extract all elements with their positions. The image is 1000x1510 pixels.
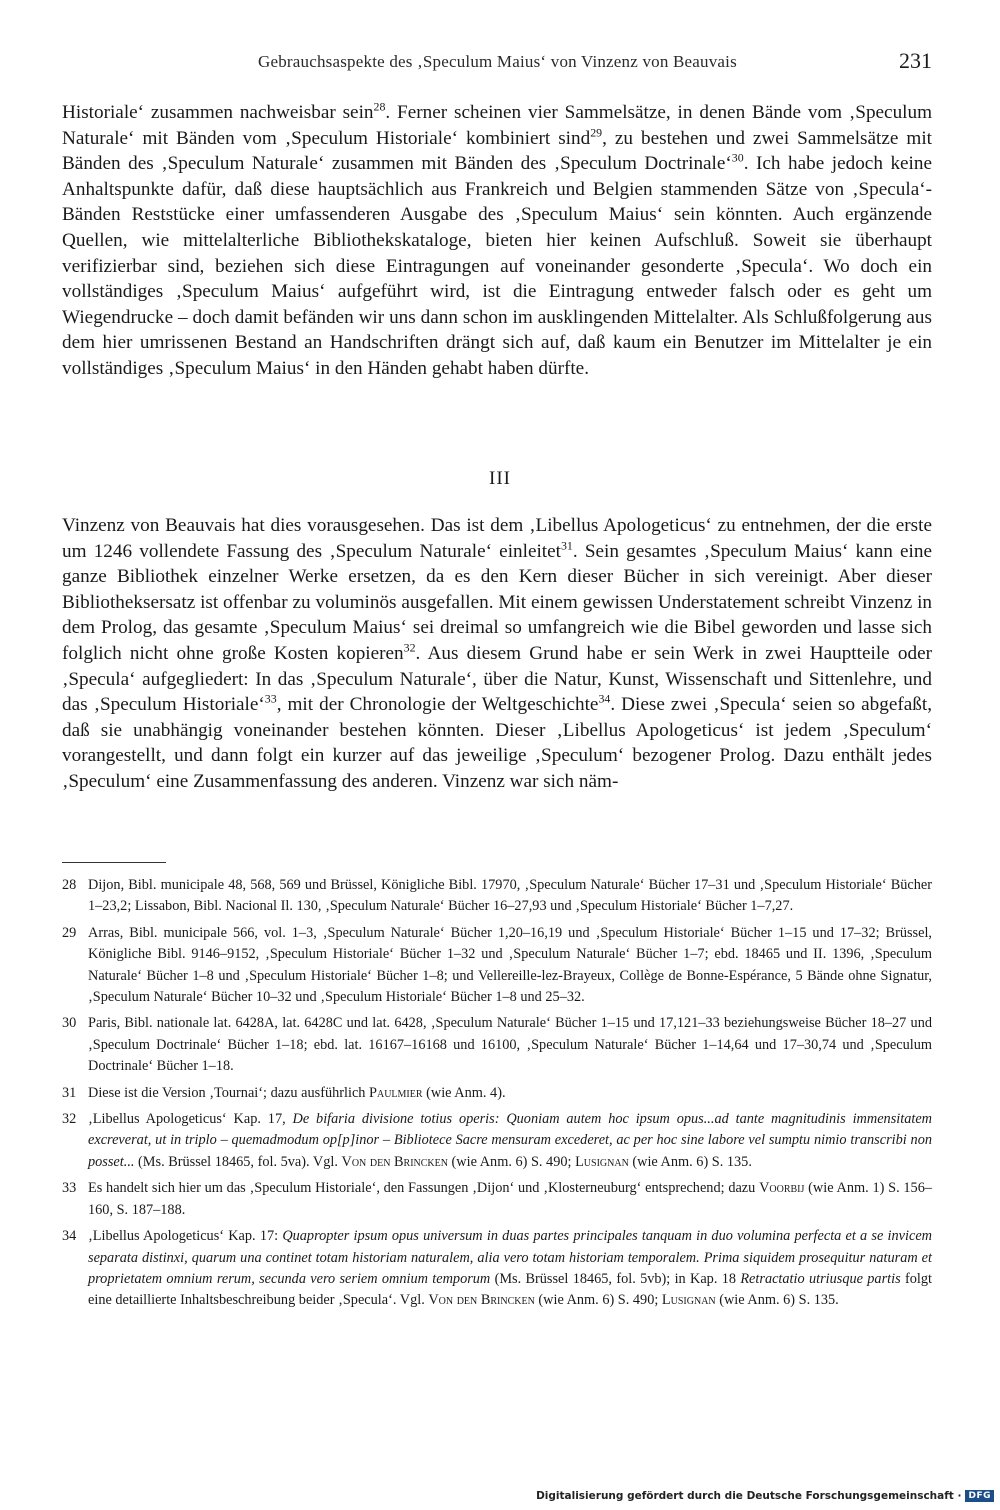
author-name: Von den Brincken	[428, 1292, 535, 1309]
running-title: Gebrauchsaspekte des ‚Speculum Maius‘ von Vinzenz von Beauvais	[258, 52, 737, 71]
footnote-text: Diese ist die Version ‚Tournai‘; dazu ausführlich	[88, 1084, 370, 1101]
footnote-text: (wie Anm. 6) S. 135.	[715, 1292, 839, 1309]
running-header	[62, 48, 932, 76]
footnote-ref-28[interactable]: 28	[373, 99, 386, 114]
footnote-number: 30	[62, 1015, 77, 1032]
author-name: Lusignan	[575, 1153, 629, 1170]
text-run: . Ich habe jedoch keine Anhaltspunkte dafür, daß diese hauptsächlich aus Frankreich und Belgien stammenden Sätze von ‚Specula‘-Bänden Reststücke einer umfassenderen Ausgabe des ‚Speculum Maius‘ sein könnten. Auch ergänzende Quellen, wie mittelalterliche Bibliothekskataloge, bieten hier keinen Aufschluß. Soweit sie überhaupt verifizierbar sind, beziehen sich diese Eintragungen auf voneinander gesonderte ‚Specula‘. Wo doch ein vollständiges ‚Speculum Maius‘ aufgeführt wird, ist die Eintragung entweder falsch oder es geht um Wiegendrucke – doch damit befänden wir uns dann schon im ausklingenden Mittelalter. Als Schlußfolgerung aus dem hier umrissenen Bestand an Handschriften drängt sich auf, daß kaum ein Benutzer im Mittelalter je ein vollständiges ‚Speculum Maius‘ in den Händen gehabt haben dürfte.	[62, 153, 932, 379]
text-run: , zu bestehen und zwei Sammelsätze mit Bänden des ‚Speculum Naturale‘ zusammen mit Bänden des ‚Speculum Doctrinale‘	[62, 127, 932, 175]
footnote-text: Dijon, Bibl. municipale 48, 568, 569 und Brüssel, Königliche Bibl. 17970, ‚Speculum Naturale‘ Bücher 17–31 und ‚Speculum Historiale‘ Bücher 1–23,2; Lissabon, Bibl. Nacional Il. 130, ‚Speculum Naturale‘ Bücher 16–27,93 und ‚Speculum Historiale‘ Bücher 1–7,27.	[88, 877, 932, 915]
footnote-text: ‚Libellus Apologeticus‘ Kap. 17:	[88, 1228, 283, 1245]
footnote-ref-32[interactable]: 32	[403, 640, 416, 655]
text-run: Vinzenz von Beauvais hat dies vorausgesehen. Das ist dem ‚Libellus Apologeticus‘ zu entnehmen, der die erste um 1246 vollendete Fassung des ‚Speculum Naturale‘ einleitet	[62, 515, 932, 562]
footnote-ref-30[interactable]: 30	[731, 150, 744, 165]
footnote-text: Arras, Bibl. municipale 566, vol. 1–3, ‚Speculum Naturale‘ Bücher 1,20–16,19 und ‚Speculum Historiale‘ Bücher 1–15 und 17–32; Brüssel, Königliche Bibl. 9146–9152, ‚Speculum Historiale‘ Bücher 1–32 und ‚Speculum Naturale‘ Bücher 1–7; ebd. 18465 und II. 1396, ‚Speculum Naturale‘ Bücher 1–8 und ‚Speculum Historiale‘ Bücher 1–8; und Vellereille-lez-Brayeux, Collège de Bonne-Espérance, 5 Bände ohne Signatur, ‚Speculum Naturale‘ Bücher 10–32 und ‚Speculum Historiale‘ Bücher 1–8 und 25–32.	[88, 924, 932, 1006]
footnotes	[62, 875, 932, 1317]
text-run: , mit der Chronologie der Weltgeschichte	[276, 694, 599, 716]
footnote-29	[62, 923, 932, 1009]
footnote-number: 32	[62, 1111, 77, 1128]
footnote-34	[62, 1226, 932, 1312]
body-paragraph-1	[62, 100, 932, 382]
footnote-text: Paris, Bibl. nationale lat. 6428A, lat. 6428C und lat. 6428, ‚Speculum Naturale‘ Bücher 1–15 und 17,121–33 beziehungsweise Bücher 18–27 und ‚Speculum Doctrinale‘ Bücher 1–18; ebd. lat. 16167–16168 und 16100, ‚Speculum Naturale‘ Bücher 1–14,64 und 17–30,74 und ‚Speculum Doctrinale‘ Bücher 1–18.	[88, 1015, 932, 1075]
footnote-ref-29[interactable]: 29	[590, 125, 603, 140]
footnote-text: (Ms. Brüssel 18465, fol. 5vb); in Kap. 18	[490, 1270, 741, 1287]
footnote-33	[62, 1178, 932, 1221]
footnote-30	[62, 1013, 932, 1077]
text-run: Historiale‘ zusammen nachweisbar sein	[62, 102, 374, 123]
footnote-ref-33[interactable]: 33	[264, 691, 277, 706]
footnote-number: 34	[62, 1228, 77, 1245]
author-name: Von den Brincken	[341, 1153, 448, 1170]
footnote-divider	[62, 862, 166, 863]
text-run: . Diese zwei ‚Specula‘ seien so abgefaßt, daß sie unabhängig voneinander bestehen könnten. Dieser ‚Libellus Apologeticus‘ ist jedem ‚Speculum‘ vorangestellt, und dann folgt ein kurzer auf das jeweilige ‚Speculum‘ bezogener Prolog. Dazu enthält jedes ‚Speculum‘ eine Zusammenfassung des anderen. Vinzenz war sich näm-	[62, 694, 932, 792]
latin-quote: De bifaria divisione totius operis: Quoniam autem hoc ipsum opus...ad tante magnitudinis immensitatem excreverat, ut in triplo – quemadmodum op[p]inor – Bibliotece Sacre mensuram excederet, ac per hoc sine labore vel sumptu nimio transcribi non posset...	[88, 1111, 932, 1170]
footnote-text: (wie Anm. 6) S. 490;	[534, 1292, 662, 1309]
footnote-text: (wie Anm. 6) S. 135.	[628, 1153, 752, 1170]
footnote-number: 31	[62, 1084, 77, 1101]
body-paragraph-2	[62, 513, 932, 795]
footnote-text: (wie Anm. 1) S. 156–160, S. 187–188.	[88, 1180, 932, 1218]
latin-quote: Quapropter ipsum opus universum in duas partes principales tanquam in duo volumina perfecta et a se invicem separata distinxi, quarum una continet totam historiam naturalem, alia vero totam historiam temporalem. Prima siquidem prosequitur naturam et proprietatem omnium rerum, secunda vero seriem omnium temporum	[88, 1228, 932, 1287]
latin-title: Retractatio utriusque partis	[740, 1270, 901, 1287]
footnote-ref-34[interactable]: 34	[598, 691, 611, 706]
footnote-number: 29	[62, 924, 77, 941]
footnote-text: (Ms. Brüssel 18465, fol. 5va). Vgl.	[134, 1153, 342, 1170]
text-run: . Aus diesem Grund habe er sein Werk in zwei Hauptteile oder ‚Specula‘ aufgegliedert: In das ‚Speculum Naturale‘, über die Natur, Kunst, Wissenschaft und Sittenlehre, und das ‚Speculum Historiale‘	[62, 642, 932, 716]
footnote-31	[62, 1083, 932, 1104]
footnote-text: folgt eine detaillierte Inhaltsbeschreibung beider ‚Specula‘. Vgl.	[88, 1270, 932, 1309]
page-number: 231	[899, 48, 932, 73]
text-run: . Ferner scheinen vier Sammelsätze, in denen Bände vom ‚Speculum Naturale‘ mit Bänden vom ‚Speculum Historiale‘ kombiniert sind	[62, 102, 933, 149]
section-heading: III	[489, 468, 511, 489]
footnote-text: (wie Anm. 6) S. 490;	[447, 1153, 576, 1170]
footnote-text: ‚Libellus Apologeticus‘ Kap. 17,	[88, 1111, 293, 1128]
digitization-credit	[536, 1490, 994, 1502]
footnote-32	[62, 1109, 932, 1173]
credit-text: Digitalisierung gefördert durch die Deutsche Forschungsgemeinschaft ·	[536, 1490, 962, 1502]
author-name: Paulmier	[369, 1084, 423, 1101]
author-name: Voorbij	[759, 1180, 805, 1197]
text-run: . Sein gesamtes ‚Speculum Maius‘ kann eine ganze Bibliothek einzelner Werke ersetzen, da es den Kern dieser Bücher in sich vereinigt. Aber dieser Bibliotheksersatz ist offenbar zu voluminös ausgefallen. Mit einem gewissen Understatement schreibt Vinzenz in dem Prolog, das gesamte ‚Speculum Maius‘ sei dreimal so umfangreich wie die Bibel geworden und lasse sich folglich nicht ohne große Kosten kopieren	[62, 540, 932, 664]
footnote-ref-31[interactable]: 31	[560, 538, 573, 553]
footnote-28	[62, 875, 932, 918]
footnote-text: (wie Anm. 4).	[422, 1084, 506, 1101]
footnote-number: 28	[62, 877, 77, 893]
footnote-text: Es handelt sich hier um das ‚Speculum Historiale‘, den Fassungen ‚Dijon‘ und ‚Klosterneuburg‘ entsprechend; dazu	[88, 1180, 760, 1197]
author-name: Lusignan	[661, 1292, 716, 1309]
dfg-logo-icon: DFG	[965, 1490, 994, 1502]
footnote-number: 33	[62, 1180, 77, 1197]
